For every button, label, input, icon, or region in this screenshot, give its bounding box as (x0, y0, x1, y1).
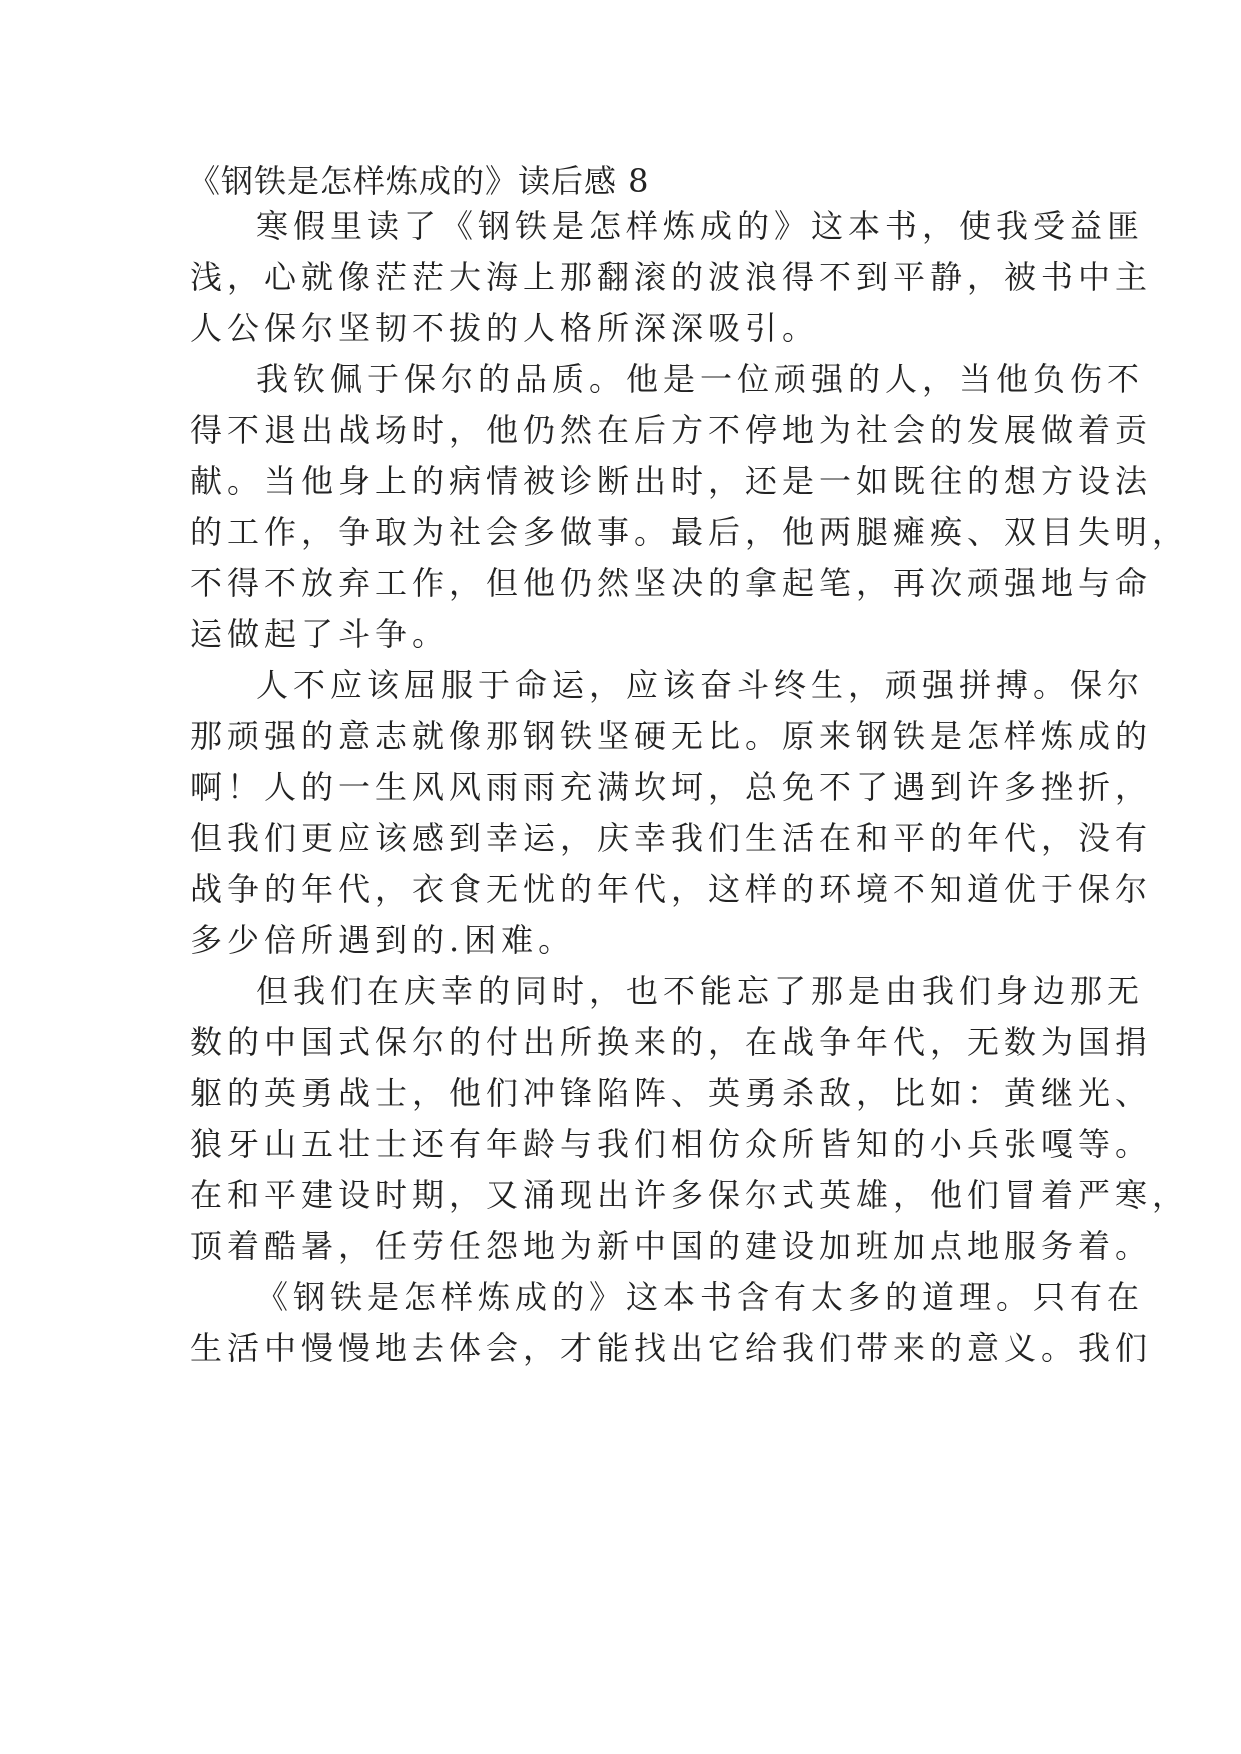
paragraph-5-line-1: 《钢铁是怎样炼成的》这本书含有太多的道理。只有在 (256, 1278, 1145, 1316)
paragraph-4-line-4: 狼牙山五壮士还有年龄与我们相仿众所皆知的小兵张嘎等。 (190, 1125, 1153, 1163)
paragraph-1-line-2: 浅，心就像茫茫大海上那翻滚的波浪得不到平静，被书中主 (190, 258, 1153, 296)
paragraph-4-line-2: 数的中国式保尔的付出所换来的，在战争年代，无数为国捐 (190, 1023, 1153, 1061)
paragraph-3-line-5: 战争的年代，衣食无忧的年代，这样的环境不知道优于保尔 (190, 870, 1153, 908)
paragraph-4-line-3: 躯的英勇战士，他们冲锋陷阵、英勇杀敌，比如：黄继光、 (190, 1074, 1153, 1112)
paragraph-3-line-1: 人不应该屈服于命运，应该奋斗终生，顽强拼搏。保尔 (256, 666, 1145, 704)
paragraph-3-line-3: 啊！人的一生风风雨雨充满坎坷，总免不了遇到许多挫折， (190, 768, 1153, 806)
paragraph-5-line-2: 生活中慢慢地去体会，才能找出它给我们带来的意义。我们 (190, 1329, 1153, 1367)
paragraph-2-line-2: 得不退出战场时，他仍然在后方不停地为社会的发展做着贡 (190, 411, 1153, 449)
paragraph-2-line-1: 我钦佩于保尔的品质。他是一位顽强的人，当他负伤不 (256, 360, 1145, 398)
paragraph-1-line-1: 寒假里读了《钢铁是怎样炼成的》这本书，使我受益匪 (256, 207, 1145, 245)
paragraph-4-line-1: 但我们在庆幸的同时，也不能忘了那是由我们身边那无 (256, 972, 1145, 1010)
paragraph-3-line-6: 多少倍所遇到的.困难。 (190, 921, 576, 959)
paragraph-1-line-3: 人公保尔坚韧不拔的人格所深深吸引。 (190, 309, 820, 347)
paragraph-3-line-4: 但我们更应该感到幸运，庆幸我们生活在和平的年代，没有 (190, 819, 1153, 857)
paragraph-2-line-5: 不得不放弃工作，但他仍然坚决的拿起笔，再次顽强地与命 (190, 564, 1153, 602)
paragraph-2-line-6: 运做起了斗争。 (190, 615, 450, 653)
paragraph-4-line-5: 在和平建设时期，又涌现出许多保尔式英雄，他们冒着严寒， (190, 1176, 1190, 1214)
paragraph-3-line-2: 那顽强的意志就像那钢铁坚硬无比。原来钢铁是怎样炼成的 (190, 717, 1153, 755)
paragraph-2-line-3: 献。当他身上的病情被诊断出时，还是一如既往的想方设法 (190, 462, 1153, 500)
paragraph-4-line-6: 顶着酷暑，任劳任怨地为新中国的建设加班加点地服务着。 (190, 1227, 1153, 1265)
document-title: 《钢铁是怎样炼成的》读后感 8 (188, 162, 650, 200)
paragraph-2-line-4: 的工作，争取为社会多做事。最后，他两腿瘫痪、双目失明， (190, 513, 1190, 551)
